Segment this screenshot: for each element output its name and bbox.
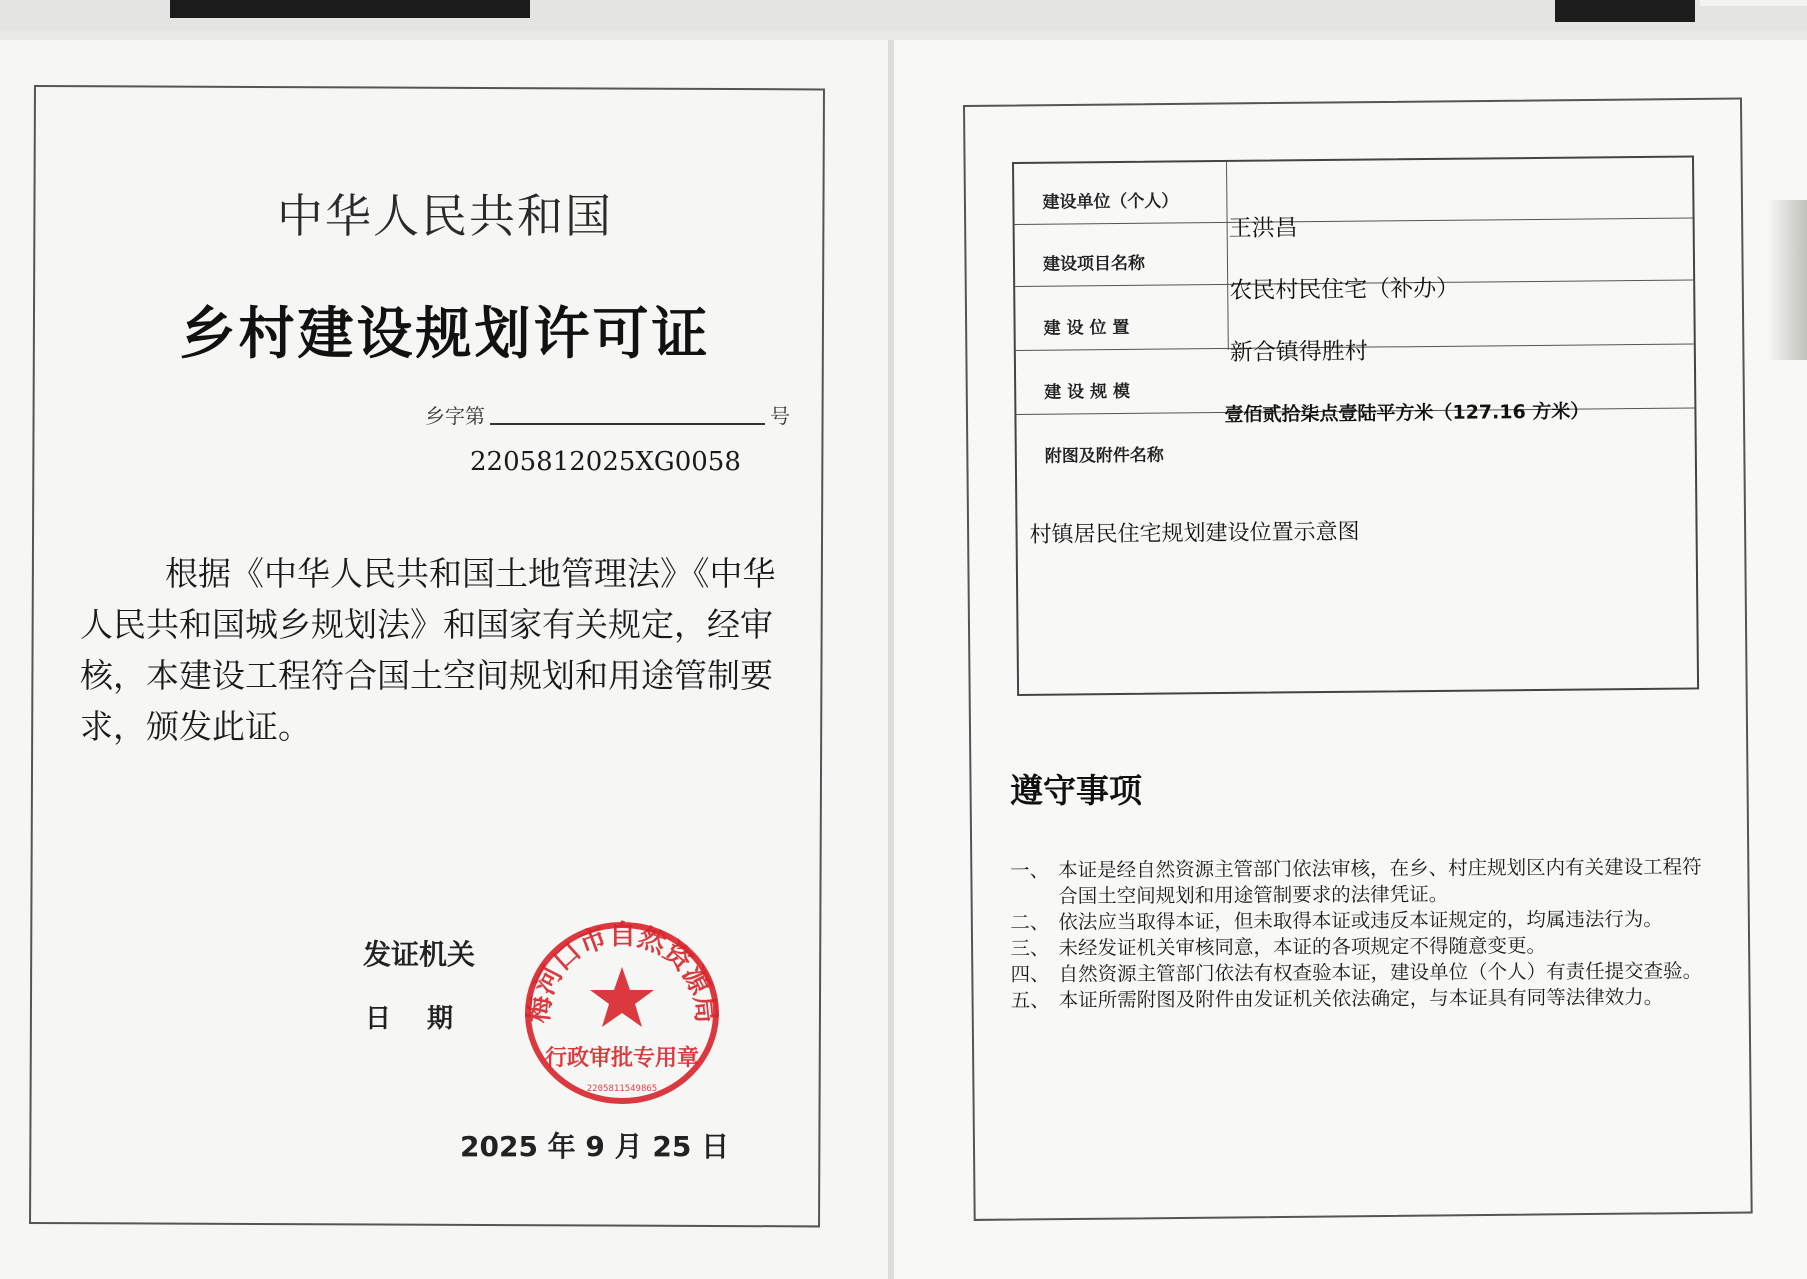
rule-number: 五、: [1010, 988, 1050, 1012]
value-builder: 王洪昌: [1228, 215, 1298, 242]
label-builder: 建设单位（个人）: [1042, 191, 1179, 213]
background-object: [170, 0, 530, 18]
rule-number: 三、: [1010, 936, 1050, 960]
star-icon: [590, 967, 654, 1027]
date-label: 日期: [365, 1004, 490, 1034]
issue-date: 2025 年 9 月 25 日: [460, 1130, 730, 1163]
certificate-number: 2205812025XG0058: [470, 447, 741, 477]
rule-item: [1010, 906, 1720, 936]
seal-outer-text: 梅河口市自然资源局: [523, 920, 722, 1025]
rule-item: [1011, 958, 1721, 988]
rule-item: [1011, 984, 1721, 1014]
label-attachments: 附图及附件名称: [1044, 445, 1164, 467]
background-object: [1700, 0, 1807, 6]
official-seal: [520, 915, 725, 1110]
rule-text: 未经发证机关审核同意，本证的各项规定不得随意变更。: [1058, 934, 1547, 960]
rule-text: 自然资源主管部门依法有权查验本证，建设单位（个人）有责任提交查验。: [1058, 959, 1703, 986]
value-location: 新合镇得胜村: [1229, 338, 1368, 366]
background-object: [1555, 0, 1695, 22]
issuer-label: 发证机关: [363, 938, 476, 971]
rule-number: 一、: [1010, 858, 1050, 882]
number-prefix: 乡字第: [425, 404, 485, 428]
rule-text: 依法应当取得本证，但未取得本证或违反本证规定的，均属违法行为。: [1058, 907, 1663, 934]
value-scale: 壹佰贰拾柒点壹陆平方米（127.16 方米）: [1224, 400, 1590, 426]
certificate-body-text: 根据《中华人民共和国土地管理法》《中华人民共和国城乡规划法》和国家有关规定，经审核，本建设工程符合国土空间规划和用途管制要求，颁发此证。: [80, 554, 776, 746]
seal-serial: 2205811549865: [586, 1084, 658, 1094]
rules-title: 遵守事项: [1010, 771, 1142, 810]
number-underline: [490, 423, 765, 425]
value-project-name: 农民村民住宅（补办）: [1229, 275, 1460, 304]
page-fold: [888, 40, 894, 1279]
table-divider: [1015, 217, 1693, 225]
certificate-body: [80, 548, 790, 752]
value-attachments: 村镇居民住宅规划建设位置示意图: [1029, 519, 1360, 548]
rules-list: [1010, 854, 1721, 1014]
table-divider: [1226, 162, 1229, 350]
label-scale: 建 设 规 模: [1044, 381, 1131, 403]
rule-item: [1010, 932, 1720, 962]
rule-text: 本证是经自然资源主管部门依法审核，在乡、村庄规划区内有关建设工程符合国土空间规划和用途管制要求的法律凭证。: [1058, 855, 1702, 908]
rule-text: 本证所需附图及附件由发证机关依法确定，与本证具有同等法律效力。: [1058, 985, 1664, 1012]
number-suffix: 号: [770, 404, 790, 428]
label-project-name: 建设项目名称: [1042, 253, 1146, 275]
certificate-title: 乡村建设规划许可证: [179, 302, 711, 367]
seal-inner-text: 行政审批专用章: [544, 1046, 700, 1071]
label-location: 建 设 位 置: [1043, 317, 1130, 339]
rule-number: 四、: [1010, 962, 1050, 986]
country-name: 中华人民共和国: [277, 189, 613, 243]
rule-item: [1010, 854, 1720, 910]
project-info-table: [1012, 155, 1699, 696]
shadow: [1767, 200, 1807, 360]
rule-number: 二、: [1010, 910, 1050, 934]
